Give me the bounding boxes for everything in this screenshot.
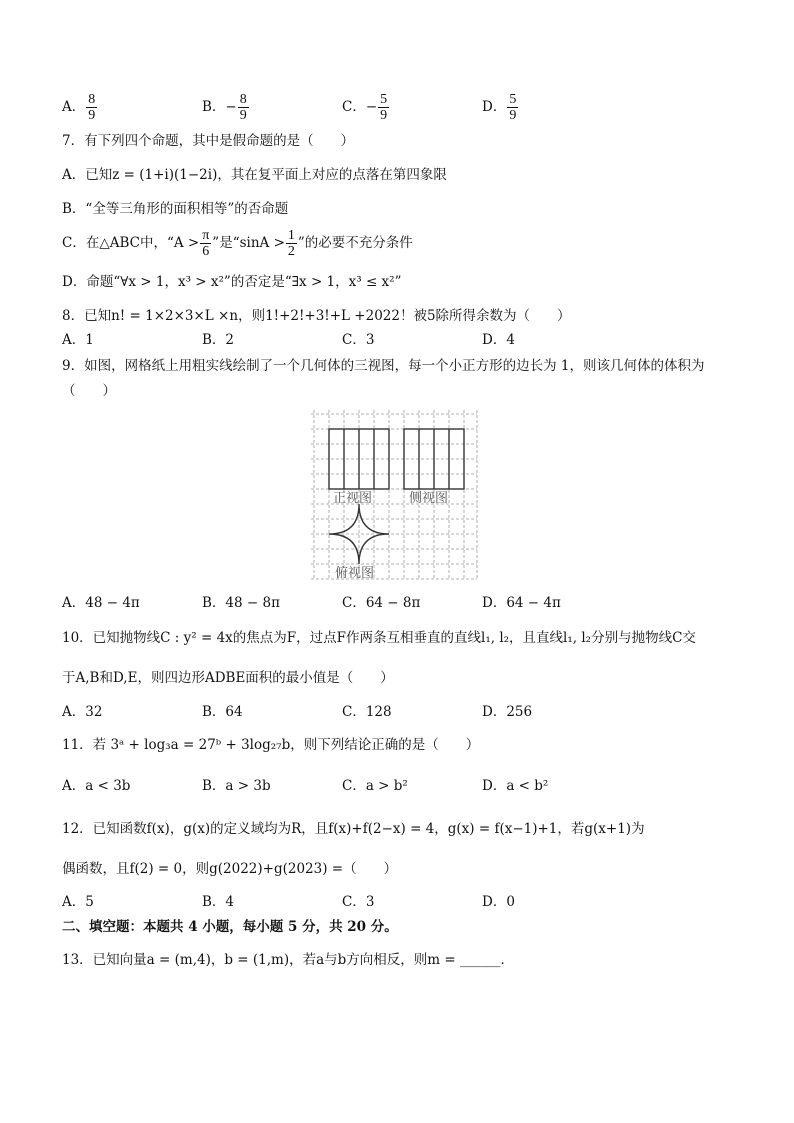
q11-option-a: A．a < 3b	[62, 778, 131, 794]
q10-stem-2: 于A,B和D,E，则四边形ADBE面积的最小值是（ ）	[62, 670, 394, 686]
minus-sign: −	[365, 99, 378, 115]
q9-option-a: A．48 − 4π	[62, 595, 140, 611]
q9-stem-brackets: （ ）	[62, 383, 116, 399]
q10-option-b: B．64	[202, 704, 243, 720]
section-heading: 二、填空题：本题共 4 小题，每小题 5 分，共 20 分。	[62, 919, 398, 935]
fraction: $\frac{1}{2}$	[287, 228, 295, 259]
fraction: $\frac{5}{9}$	[509, 92, 517, 123]
q8-option-a: A．1	[62, 332, 94, 348]
q9-option-c: C．64 − 8π	[342, 595, 421, 611]
option-label: A．	[62, 99, 86, 115]
q10-option-a: A．32	[62, 704, 103, 720]
fraction: $\frac{5}{9}$	[380, 92, 388, 123]
option-label: C．	[342, 99, 366, 115]
fraction: $\frac{8}{9}$	[239, 92, 247, 123]
q13-stem: 13．已知向量a = (m,4)，b = (1,m)，若a与b方向相反，则m = ______．	[62, 952, 514, 968]
q8-stem: 8．已知n! = 1×2×3×L ×n，则1!+2!+3!+L +2022！被5除所得余数为（ ）	[62, 308, 571, 324]
q6-option-b	[202, 92, 250, 123]
q12-option-c: C．3	[342, 894, 375, 910]
fraction: $\frac{8}{9}$	[88, 92, 96, 123]
side-view-label: 侧视图	[409, 491, 449, 506]
q12-option-b: B．4	[202, 894, 235, 910]
q11-stem: 11．若 3ᵃ + log₃a = 27ᵇ + 3log₂₇b，则下列结论正确的是（ ）	[62, 737, 480, 753]
q8-option-d: D．4	[482, 332, 515, 348]
q11-option-d: D．a < b²	[482, 778, 549, 794]
q7-option-c	[62, 228, 413, 259]
q6-option-a	[62, 92, 98, 123]
q6-option-d	[482, 92, 519, 123]
q12-option-d: D．0	[482, 894, 515, 910]
q12-stem-2: 偶函数，且f(2) = 0，则g(2022)+g(2023) =（ ）	[62, 861, 398, 877]
q10-option-c: C．128	[342, 704, 392, 720]
q7-option-d: D．命题“∀x > 1，x³ > x²”的否定是“∃x > 1，x³ ≤ x²”	[62, 274, 402, 290]
option-label: B．	[202, 99, 226, 115]
option-label: D．	[482, 99, 507, 115]
q6-option-c	[342, 92, 390, 123]
q7-c-pre: C．在△ABC中，“A >	[62, 235, 200, 251]
q9-stem: 9．如图，网格纸上用粗实线绘制了一个几何体的三视图，每一个小正方形的边长为 1，则该几何体的体积为	[62, 358, 705, 374]
q7-option-a: A．已知z = (1+i)(1−2i)，其在复平面上对应的点落在第四象限	[62, 167, 447, 183]
q11-option-b: B．a > 3b	[202, 778, 271, 794]
q9-option-b: B．48 − 8π	[202, 595, 280, 611]
q7-c-post: ”的必要不充分条件	[297, 235, 413, 251]
fraction: $\frac{\pi}{6}$	[202, 228, 210, 259]
q7-option-b: B．“全等三角形的面积相等”的否命题	[62, 201, 289, 217]
q11-option-c: C．a > b²	[342, 778, 408, 794]
q8-option-c: C．3	[342, 332, 375, 348]
q9-option-d: D．64 − 4π	[482, 595, 561, 611]
q7-stem: 7．有下列四个命题，其中是假命题的是（ ）	[62, 133, 355, 149]
front-view-label: 正视图	[333, 491, 373, 506]
minus-sign: −	[225, 99, 237, 115]
q8-option-b: B．2	[202, 332, 235, 348]
q10-stem: 10．已知抛物线C : y² = 4x的焦点为F，过点F作两条互相垂直的直线l₁, l₂，且直线l₁, l₂分别与抛物线C交	[62, 630, 696, 646]
top-view-label: 俯视图	[335, 566, 375, 581]
three-view-figure	[311, 410, 479, 582]
q12-stem: 12．已知函数f(x)，g(x)的定义域均为R，且f(x)+f(2−x) = 4，g(x) = f(x−1)+1，若g(x+1)为	[62, 821, 645, 837]
q10-option-d: D．256	[482, 704, 533, 720]
q7-c-mid: ”是“sinA >	[212, 235, 285, 251]
q12-option-a: A．5	[62, 894, 94, 910]
